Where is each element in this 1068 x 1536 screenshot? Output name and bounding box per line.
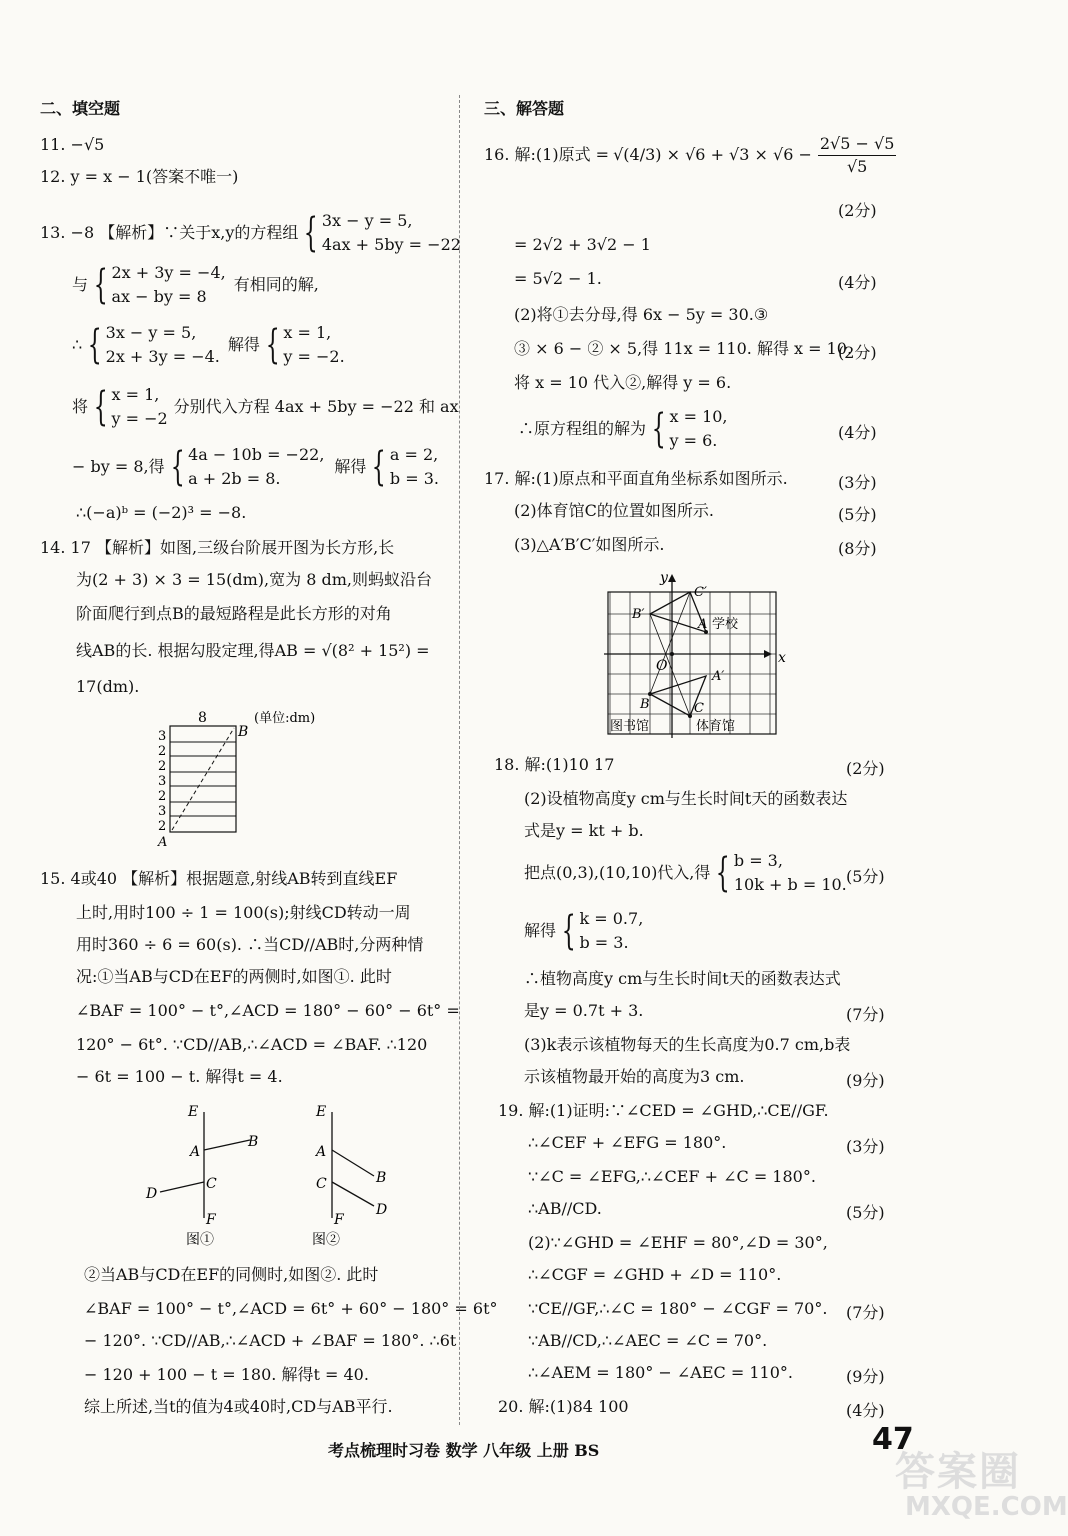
q13-solve: 解得 bbox=[227, 335, 260, 354]
q15-line12: 综上所述,当t的值为4或40时,CD与AB平行. bbox=[84, 1397, 393, 1416]
fig1-a: A bbox=[190, 1144, 201, 1160]
q18-sys1-eq2: 10k + b = 10. bbox=[733, 875, 847, 894]
q13-lead: 13. −8 【解析】∵关于x,y的方程组 bbox=[40, 223, 299, 242]
q16-score2: (4分) bbox=[838, 273, 877, 292]
q15-figures bbox=[140, 1098, 410, 1253]
column-divider bbox=[459, 95, 460, 1425]
q16-expr: √(4/3) × √6 + √3 × √6 − bbox=[613, 145, 812, 164]
q18-score3: (7分) bbox=[846, 1005, 885, 1024]
q16-pre: 16. 解:(1)原式 = bbox=[484, 145, 610, 164]
q17-fig-gym: 体育馆 bbox=[696, 719, 736, 734]
page-number: 47 bbox=[872, 1422, 914, 1457]
q13-sys2-eq2: ax − by = 8 bbox=[111, 287, 207, 306]
q13-line5: − by = 8,得 { 4a − 10b = −22, a + 2b = 8. 解得 { a = 2, b = 3. bbox=[72, 444, 439, 490]
q14-side-6: 3 bbox=[158, 804, 167, 819]
q19-line3: ∵∠C = ∠EFG,∴∠CEF + ∠C = 180°. bbox=[528, 1167, 816, 1186]
q18-line9: 示该植物最开始的高度为3 cm. bbox=[524, 1067, 745, 1086]
q15-line6: 120° − 6t°. ∵CD//AB,∴∠ACD = ∠BAF. ∴120 bbox=[76, 1035, 428, 1054]
q17-fig-c2: C′ bbox=[694, 585, 707, 600]
q18-sys2-eq2: b = 3. bbox=[579, 933, 629, 952]
q11: 11. −√5 bbox=[40, 135, 105, 154]
q14-side-5: 2 bbox=[158, 789, 167, 804]
q13-result: ∴(−a)ᵇ = (−2)³ = −8. bbox=[76, 503, 247, 522]
fig2-e: E bbox=[316, 1104, 327, 1120]
q13-sys6-eq2: a + 2b = 8. bbox=[188, 469, 281, 488]
q13-line1: 13. −8 【解析】∵关于x,y的方程组 { 3x − y = 5, 4ax + 5by = −22 bbox=[40, 210, 461, 256]
fig2-a: A bbox=[316, 1144, 327, 1160]
q17-grid-figure bbox=[600, 570, 790, 740]
q15-line11: − 120 + 100 − t = 180. 解得t = 40. bbox=[84, 1365, 369, 1384]
q16-line2: = 2√2 + 3√2 − 1 bbox=[514, 235, 651, 254]
fig1-d: D bbox=[146, 1186, 158, 1202]
fig1-b: B bbox=[248, 1134, 259, 1150]
q14-side-3: 2 bbox=[158, 759, 167, 774]
q16-score1: (2分) bbox=[838, 201, 877, 220]
q14-stairs-figure bbox=[150, 706, 350, 856]
q14-side-1: 3 bbox=[158, 729, 167, 744]
q16-line5: ③ × 6 − ② × 5,得 11x = 110. 解得 x = 10. bbox=[514, 339, 853, 358]
q19-line2: ∴∠CEF + ∠EFG = 180°. bbox=[528, 1133, 727, 1152]
q13-line3: ∴ { 3x − y = 5, 2x + 3y = −4. 解得 { x = 1, y = −2. bbox=[72, 322, 345, 368]
q13-with: 与 bbox=[72, 275, 89, 294]
q13-sub-post: 分别代入方程 4ax + 5by = −22 和 ax bbox=[173, 397, 459, 416]
q13-sys3-eq1: 3x − y = 5, bbox=[105, 323, 197, 342]
q18-line2: (2)设植物高度y cm与生长时间t天的函数表达 bbox=[524, 789, 848, 808]
q14-fig-b: B bbox=[238, 724, 249, 740]
q16-score3: (2分) bbox=[838, 343, 877, 362]
q17-score1: (3分) bbox=[838, 473, 877, 492]
q14-fig-a: A bbox=[158, 835, 168, 850]
q16-sys-eq2: y = 6. bbox=[669, 431, 718, 450]
q14-side-4: 3 bbox=[158, 774, 167, 789]
q17-fig-x: x bbox=[778, 650, 786, 666]
q13-sys4-eq2: y = −2. bbox=[283, 347, 345, 366]
q18-l5-pre: 解得 bbox=[524, 921, 557, 940]
q14-side-7: 2 bbox=[158, 819, 167, 834]
watermark: 答案圈 bbox=[895, 1449, 1021, 1495]
fig2-b: B bbox=[376, 1170, 387, 1186]
section-title-answer: 三、解答题 bbox=[484, 99, 565, 118]
q17-fig-school: 学校 bbox=[712, 617, 739, 632]
fig2-c: C bbox=[316, 1176, 327, 1192]
q20-line1: 20. 解:(1)84 100 bbox=[498, 1397, 629, 1416]
fig1-label: 图① bbox=[186, 1232, 214, 1248]
q16-score4: (4分) bbox=[838, 423, 877, 442]
q18-line6: ∴植物高度y cm与生长时间t天的函数表达式 bbox=[524, 969, 841, 988]
q13-get-pre: − by = 8,得 bbox=[72, 457, 165, 476]
q16-line4: (2)将①去分母,得 6x − 5y = 30.③ bbox=[514, 305, 769, 324]
q15-line1: 15. 4或40 【解析】根据题意,射线AB转到直线EF bbox=[40, 869, 398, 888]
q13-sys6-eq1: 4a − 10b = −22, bbox=[188, 445, 325, 464]
q19-line9: ∴∠AEM = 180° − ∠AEC = 110°. bbox=[528, 1363, 793, 1382]
q19-line5: (2)∵∠GHD = ∠EHF = 80°,∠D = 30°, bbox=[528, 1233, 828, 1252]
q17-score3: (8分) bbox=[838, 539, 877, 558]
q19-score4: (9分) bbox=[846, 1367, 885, 1386]
q15-line8: ②当AB与CD在EF的同侧时,如图②. 此时 bbox=[84, 1265, 379, 1284]
q18-line5: 解得 { k = 0.7, b = 3. bbox=[524, 908, 644, 954]
q18-score1: (2分) bbox=[846, 759, 885, 778]
q13-therefore: ∴ bbox=[72, 335, 83, 354]
q15-line10: − 120°. ∵CD//AB,∴∠ACD + ∠BAF = 180°. ∴6t bbox=[84, 1331, 457, 1350]
q19-score1: (3分) bbox=[846, 1137, 885, 1156]
q14-line5: 17(dm). bbox=[76, 677, 140, 696]
q17-fig-a2: A′ bbox=[712, 669, 725, 684]
q17-line3: (3)△A′B′C′如图所示. bbox=[514, 535, 665, 554]
q15-line7: − 6t = 100 − t. 解得t = 4. bbox=[76, 1067, 283, 1086]
q13-line4: 将 { x = 1, y = −2 分别代入方程 4ax + 5by = −22 和 ax bbox=[72, 384, 459, 430]
q14-fig-top: 8 bbox=[198, 710, 207, 726]
q14-fig-unit: (单位:dm) bbox=[254, 711, 316, 726]
q17-fig-y: y bbox=[660, 570, 668, 586]
q17-fig-o: O bbox=[656, 658, 668, 674]
q17-line1: 17. 解:(1)原点和平面直角坐标系如图所示. bbox=[484, 469, 788, 488]
q14-line1: 14. 17 【解析】如图,三级台阶展开图为长方形,长 bbox=[40, 538, 395, 557]
q13-sub-pre: 将 bbox=[72, 397, 89, 416]
q13-solve2: 解得 bbox=[334, 457, 367, 476]
q13-sys2-eq1: 2x + 3y = −4, bbox=[111, 263, 226, 282]
q15-line3: 用时360 ÷ 6 = 60(s). ∴当CD//AB时,分两种情 bbox=[76, 935, 424, 954]
q16-fraction bbox=[818, 133, 897, 178]
q16-line6: 将 x = 10 代入②,解得 y = 6. bbox=[514, 373, 732, 392]
q16-line1 bbox=[484, 130, 896, 180]
q15-line5: ∠BAF = 100° − t°,∠ACD = 180° − 60° − 6t° = bbox=[76, 1001, 460, 1020]
q19-line6: ∴∠CGF = ∠GHD + ∠D = 110°. bbox=[528, 1265, 782, 1284]
q17-score2: (5分) bbox=[838, 505, 877, 524]
q17-fig-b2: B′ bbox=[632, 607, 645, 622]
q13-sys4-eq1: x = 1, bbox=[283, 323, 332, 342]
q19-line4: ∴AB//CD. bbox=[528, 1199, 602, 1218]
fig2-d: D bbox=[376, 1202, 388, 1218]
q13-sys5-eq1: x = 1, bbox=[111, 385, 160, 404]
watermark-url: MXQE.COM bbox=[905, 1492, 1068, 1522]
q14-side-2: 2 bbox=[158, 744, 167, 759]
q13-sys1-eq2: 4ax + 5by = −22 bbox=[321, 235, 461, 254]
q18-line1: 18. 解:(1)10 17 bbox=[494, 755, 615, 774]
q13-sys1-eq1: 3x − y = 5, bbox=[321, 211, 413, 230]
q13-sys7-eq2: b = 3. bbox=[389, 469, 439, 488]
q13-sys3-eq2: 2x + 3y = −4. bbox=[105, 347, 220, 366]
q13-line2: 与 { 2x + 3y = −4, ax − by = 8 有相同的解, bbox=[72, 262, 319, 308]
q18-score2: (5分) bbox=[846, 867, 885, 886]
q18-l4-pre: 把点(0,3),(10,10)代入,得 bbox=[524, 863, 711, 882]
q18-score4: (9分) bbox=[846, 1071, 885, 1090]
fig2-label: 图② bbox=[312, 1232, 340, 1248]
q16-line7: ∴原方程组的解为 { x = 10, y = 6. bbox=[518, 406, 728, 452]
q20-score1: (4分) bbox=[846, 1401, 885, 1420]
footer-text: 考点梳理时习卷 数学 八年级 上册 BS bbox=[328, 1441, 600, 1460]
q19-score3: (7分) bbox=[846, 1303, 885, 1322]
q18-sys1-eq1: b = 3, bbox=[733, 851, 783, 870]
q17-fig-a: A bbox=[698, 617, 708, 632]
q18-line4: 把点(0,3),(10,10)代入,得 { b = 3, 10k + b = 10. bbox=[524, 850, 847, 896]
q13-same: 有相同的解, bbox=[233, 275, 319, 294]
q15-line2: 上时,用时100 ÷ 1 = 100(s);射线CD转动一周 bbox=[76, 903, 411, 922]
q14-line4: 线AB的长. 根据勾股定理,得AB = √(8² + 15²) = bbox=[76, 641, 430, 660]
fig1-f: F bbox=[206, 1212, 216, 1228]
q13-sys7-eq1: a = 2, bbox=[389, 445, 439, 464]
q18-sys2-eq1: k = 0.7, bbox=[579, 909, 644, 928]
q18-line3: 式是y = kt + b. bbox=[524, 821, 644, 840]
q14-line3: 阶面爬行到点B的最短路程是此长方形的对角 bbox=[76, 604, 392, 623]
q17-fig-library: 图书馆 bbox=[610, 719, 650, 734]
q17-fig-c: C bbox=[694, 701, 704, 716]
q16-sys-eq1: x = 10, bbox=[669, 407, 728, 426]
q13-sys5-eq2: y = −2 bbox=[111, 409, 168, 428]
q19-score2: (5分) bbox=[846, 1203, 885, 1222]
q16-frac-num: 2√5 − √5 bbox=[818, 133, 897, 156]
q14-line2: 为(2 + 3) × 3 = 15(dm),宽为 8 dm,则蚂蚁沿台 bbox=[76, 570, 432, 589]
q19-line8: ∵AB//CD,∴∠AEC = ∠C = 70°. bbox=[528, 1331, 768, 1350]
q15-line4: 况:①当AB与CD在EF的两侧时,如图①. 此时 bbox=[76, 967, 392, 986]
q19-line1: 19. 解:(1)证明:∵∠CED = ∠GHD,∴CE//GF. bbox=[498, 1101, 829, 1120]
q19-line7: ∵CE//GF,∴∠C = 180° − ∠CGF = 70°. bbox=[528, 1299, 828, 1318]
fig1-e: E bbox=[188, 1104, 199, 1120]
q15-line9: ∠BAF = 100° − t°,∠ACD = 6t° + 60° − 180° = 6t° bbox=[84, 1299, 498, 1318]
q12: 12. y = x − 1(答案不唯一) bbox=[40, 167, 239, 186]
q18-line8: (3)k表示该植物每天的生长高度为0.7 cm,b表 bbox=[524, 1035, 851, 1054]
q17-fig-b: B bbox=[640, 697, 650, 712]
q16-frac-den: √5 bbox=[846, 156, 868, 176]
fig2-f: F bbox=[334, 1212, 344, 1228]
q16-l7-pre: ∴原方程组的解为 bbox=[518, 419, 647, 438]
section-title-fill: 二、填空题 bbox=[40, 99, 121, 118]
fig1-c: C bbox=[206, 1176, 217, 1192]
q17-line2: (2)体育馆C的位置如图所示. bbox=[514, 501, 714, 520]
q18-line7: 是y = 0.7t + 3. bbox=[524, 1001, 644, 1020]
q16-line3: = 5√2 − 1. bbox=[514, 269, 602, 288]
